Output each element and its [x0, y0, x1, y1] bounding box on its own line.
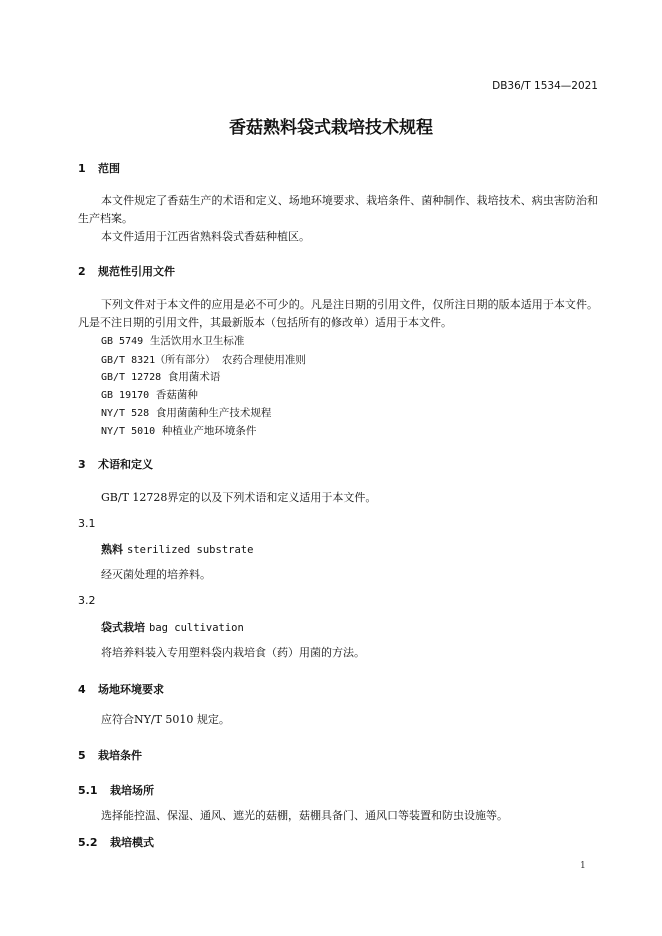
section-4-heading — [78, 681, 164, 697]
reference-item — [101, 423, 256, 438]
reference-code: GB 5749 — [101, 336, 144, 347]
section-number: 3 — [78, 458, 86, 471]
section-3-paragraph-1: GB/T 12728界定的以及下列术语和定义适用于本文件。 — [101, 491, 377, 504]
reference-name: 食用菌菌种生产技术规程 — [155, 407, 272, 419]
section-number: 1 — [78, 162, 86, 175]
section-1-paragraph-2: 本文件适用于江西省熟料袋式香菇种植区。 — [101, 230, 310, 243]
section-5-heading — [78, 747, 142, 763]
section-5-2-heading — [78, 834, 154, 850]
reference-item — [101, 405, 271, 420]
section-2-heading — [78, 263, 175, 279]
section-4-paragraph-1: 应符合NY/T 5010 规定。 — [101, 713, 230, 726]
reference-item — [101, 387, 198, 402]
section-5-1-paragraph-1: 选择能控温、保湿、通风、遮光的菇棚，菇棚具备门、通风口等装置和防虫设施等。 — [101, 809, 508, 822]
section-number: 5.2 — [78, 836, 98, 849]
term-3-2-number: 3.2 — [78, 594, 96, 607]
document-code: DB36/T 1534—2021 — [492, 80, 598, 92]
page-number: 1 — [580, 861, 586, 871]
reference-code: GB/T 8321（所有部分） — [101, 355, 216, 366]
term-3-1-number: 3.1 — [78, 517, 96, 530]
section-title: 术语和定义 — [98, 458, 153, 471]
reference-item — [101, 351, 306, 367]
reference-name: 食用菌术语 — [167, 371, 221, 383]
reference-name: 生活饮用水卫生标准 — [149, 335, 245, 347]
term-3-1 — [101, 541, 253, 557]
section-title: 场地环境要求 — [98, 683, 164, 696]
section-1-paragraph-1: 本文件规定了香菇生产的术语和定义、场地环境要求、栽培条件、菌种制作、栽培技术、病虫害防治和生产档案。 — [78, 194, 598, 225]
section-2-paragraph-1: 下列文件对于本文件的应用是必不可少的。凡是注日期的引用文件，仅所注日期的版本适用于本文件。凡是不注日期的引用文件，其最新版本（包括所有的修改单）适用于本文件。 — [78, 298, 598, 329]
term-english: bag cultivation — [149, 622, 244, 634]
reference-name: 农药合理使用准则 — [221, 354, 306, 366]
section-title: 规范性引用文件 — [98, 265, 175, 278]
reference-code: GB 19170 — [101, 390, 150, 401]
section-number: 5 — [78, 749, 86, 762]
term-english: sterilized substrate — [127, 544, 254, 556]
term-chinese: 袋式栽培 — [101, 621, 145, 634]
section-number: 4 — [78, 683, 86, 696]
reference-code: NY/T 5010 — [101, 426, 156, 437]
reference-item — [101, 333, 244, 348]
section-title: 栽培场所 — [110, 784, 154, 797]
document-title: 香菇熟料袋式栽培技术规程 — [229, 118, 433, 138]
reference-item — [101, 369, 220, 384]
term-3-1-definition: 经灭菌处理的培养料。 — [101, 568, 211, 581]
section-1-heading — [78, 160, 120, 176]
section-5-1-heading — [78, 782, 154, 798]
reference-name: 种植业产地环境条件 — [161, 425, 257, 437]
section-number: 5.1 — [78, 784, 98, 797]
section-number: 2 — [78, 265, 86, 278]
section-title: 栽培条件 — [98, 749, 142, 762]
section-title: 范围 — [98, 162, 120, 175]
term-3-2-definition: 将培养料装入专用塑料袋内栽培食（药）用菌的方法。 — [101, 646, 365, 659]
term-3-2 — [101, 619, 244, 635]
reference-code: NY/T 528 — [101, 408, 150, 419]
reference-name: 香菇菌种 — [155, 389, 198, 401]
section-title: 栽培模式 — [110, 836, 154, 849]
section-3-heading — [78, 456, 153, 472]
reference-code: GB/T 12728 — [101, 372, 162, 383]
term-chinese: 熟料 — [101, 543, 123, 556]
